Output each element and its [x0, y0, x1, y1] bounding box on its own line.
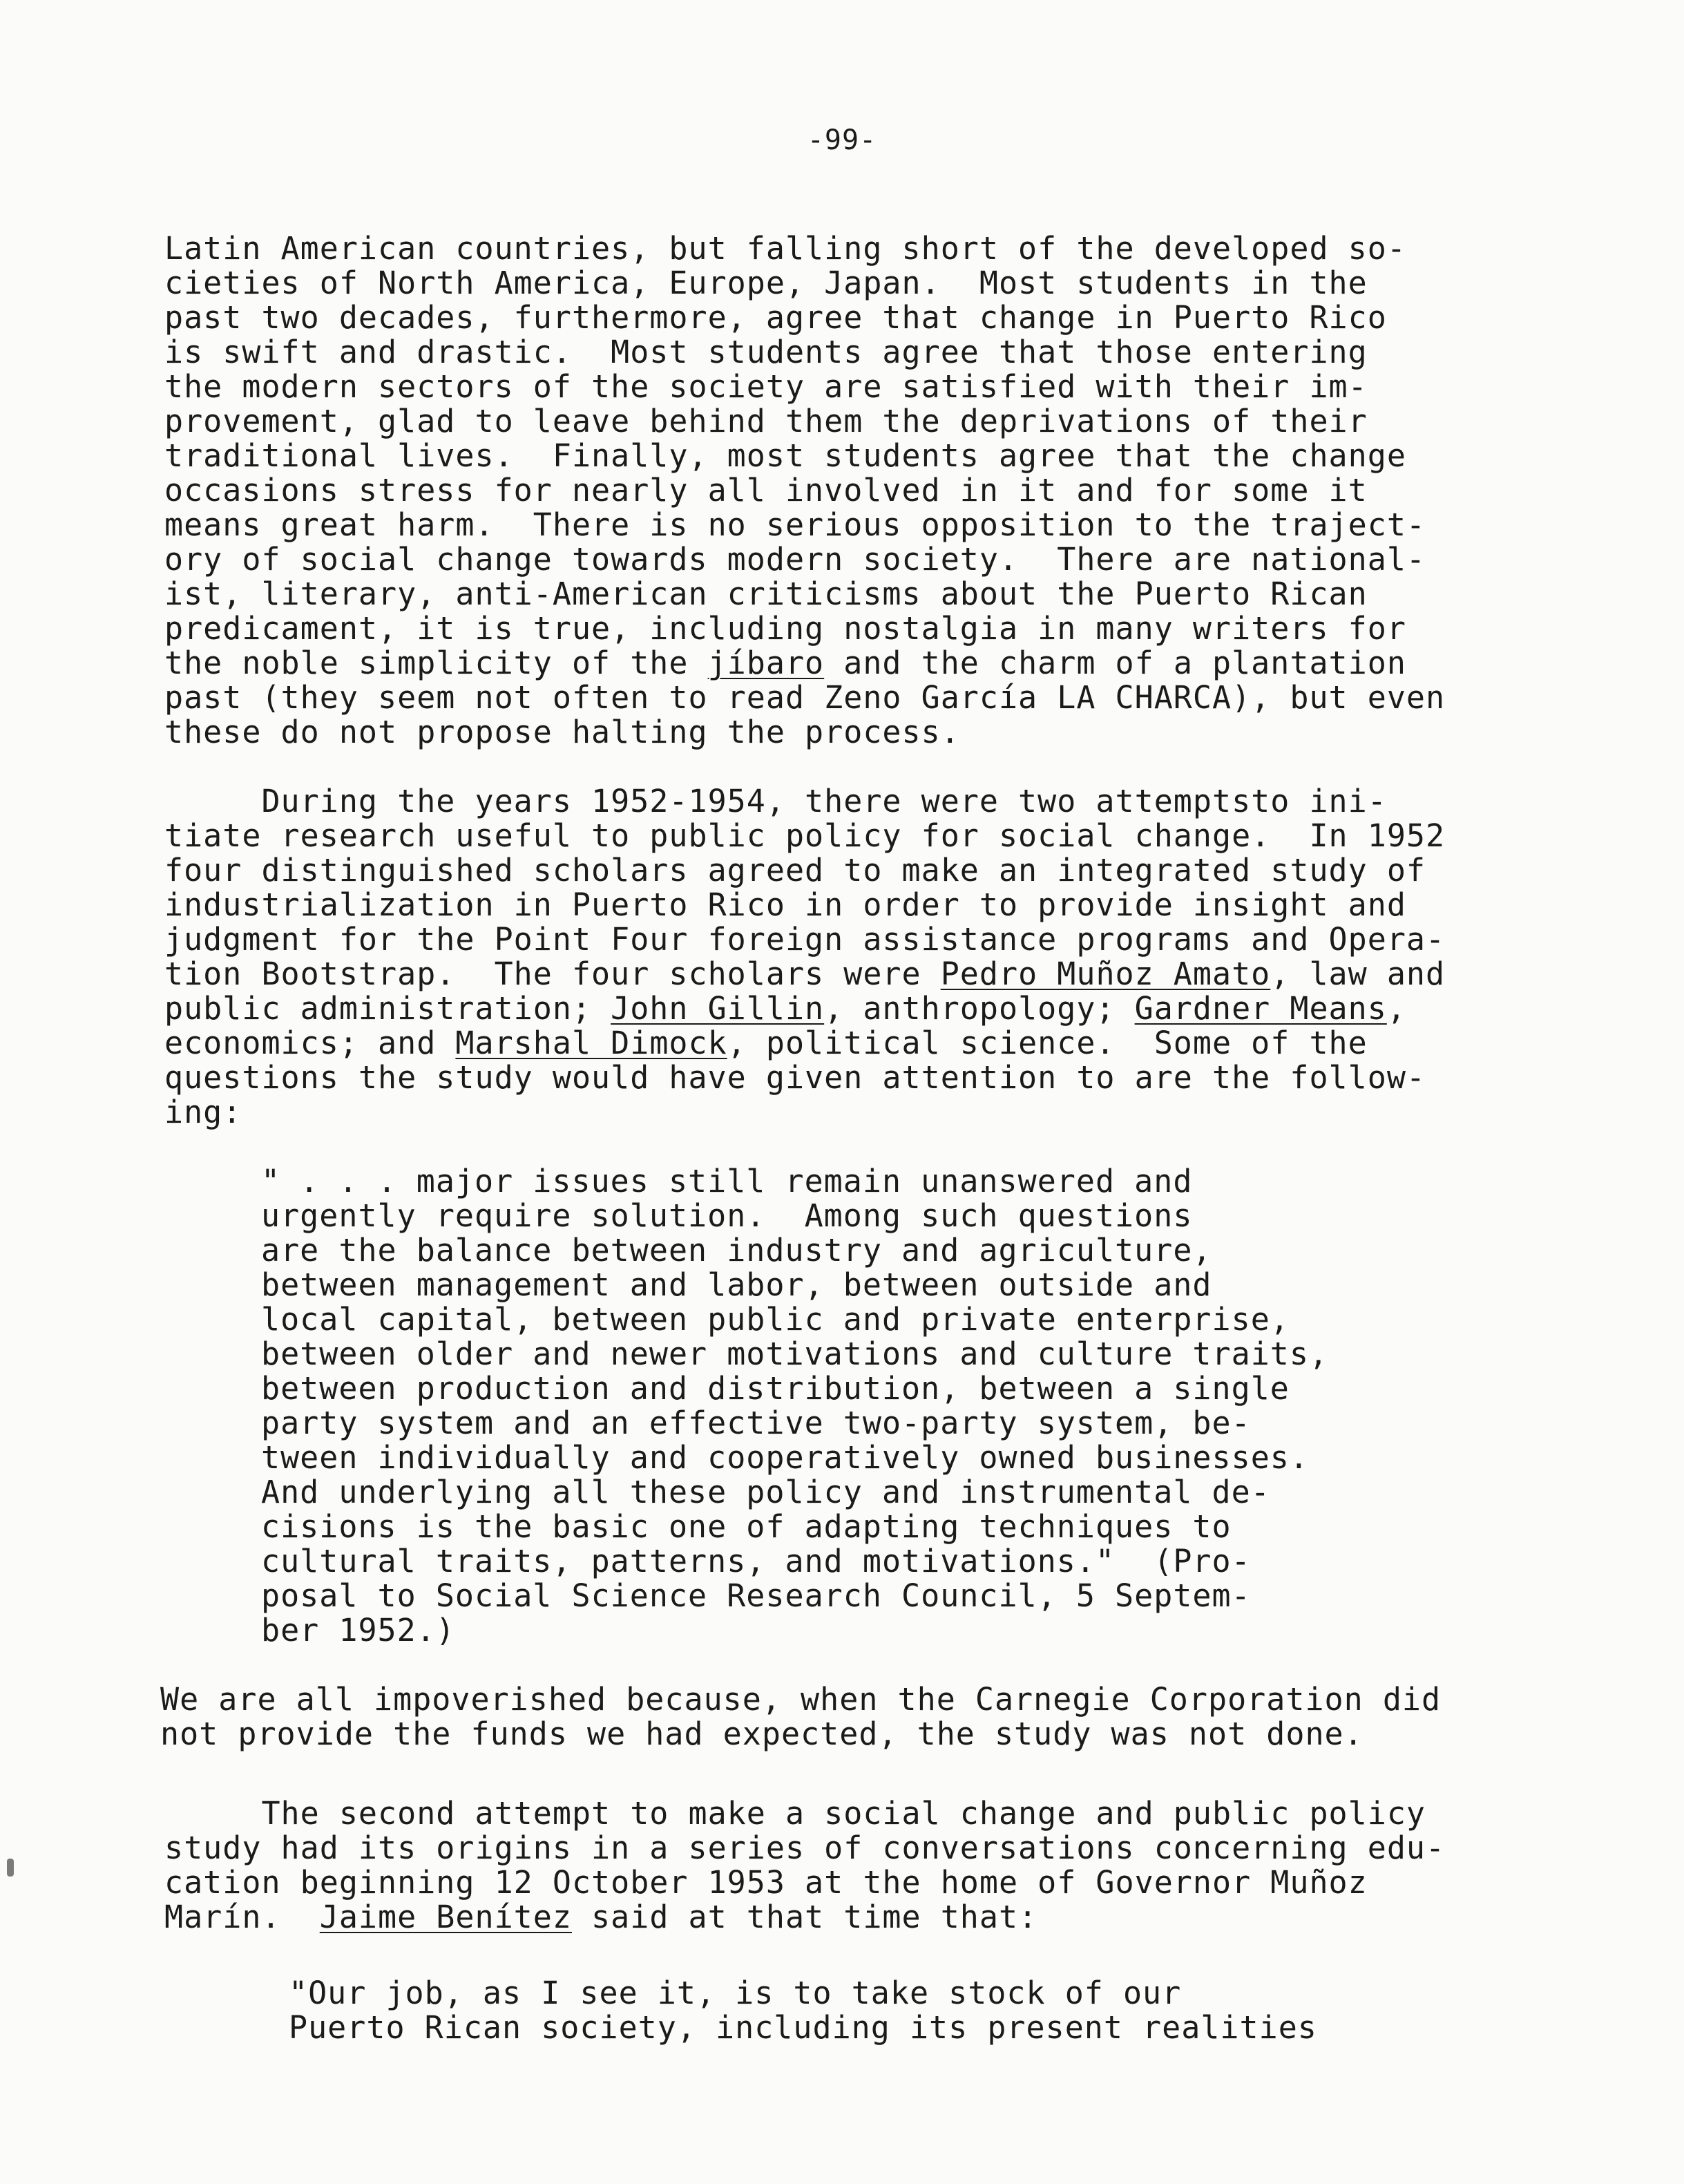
- text-line: cieties of North America, Europe, Japan. Most students in the: [164, 265, 1368, 301]
- text-line: judgment for the Point Four foreign assistance programs and Opera-: [164, 921, 1446, 958]
- text-line: cultural traits, patterns, and motivations." (Pro-: [261, 1543, 1251, 1579]
- text-line: [164, 991, 1445, 1026]
- text-line: party system and an effective two-party system, be-: [261, 1405, 1251, 1441]
- paragraph-2: [164, 784, 1445, 1130]
- text-line: past (they seem not often to read Zeno García LA CHARCA), but even: [164, 679, 1446, 716]
- underlined-term: John Gillin: [611, 990, 825, 1027]
- text-line: Puerto Rican society, including its present realities: [289, 2009, 1317, 2046]
- text-line: the modern sectors of the society are satisfied with their im-: [164, 368, 1368, 405]
- paragraph-1: [164, 231, 1445, 750]
- text-run: , law and: [1270, 956, 1446, 992]
- paragraph-3: [160, 1682, 1441, 1751]
- text-line: urgently require solution. Among such questions: [261, 1197, 1193, 1234]
- block-quote-1: [261, 1164, 1328, 1648]
- underlined-term: Jaime Benítez: [319, 1899, 572, 1935]
- text-line: We are all impoverished because, when the Carnegie Corporation did: [160, 1681, 1442, 1718]
- text-line: between production and distribution, between a single: [261, 1370, 1290, 1407]
- text-line: between older and newer motivations and culture traits,: [261, 1336, 1329, 1372]
- text-line: cation beginning 12 October 1953 at the home of Governor Muñoz: [164, 1864, 1368, 1901]
- text-line: tiate research useful to public policy for social change. In 1952: [164, 817, 1446, 854]
- text-run: Marín.: [164, 1899, 320, 1935]
- text-line: [164, 646, 1445, 681]
- text-line: these do not propose halting the process.: [164, 714, 960, 750]
- text-run: tion Bootstrap. The four scholars were: [164, 956, 941, 992]
- text-line: four distinguished scholars agreed to make an integrated study of: [164, 852, 1426, 889]
- text-line: [164, 957, 1445, 991]
- text-line: ber 1952.): [261, 1612, 455, 1649]
- block-quote-2: [289, 1976, 1317, 2045]
- underlined-term: Gardner Means: [1134, 990, 1387, 1027]
- underlined-term: Marshal Dimock: [455, 1025, 727, 1061]
- text-run: and the charm of a plantation: [824, 645, 1406, 681]
- text-line: And underlying all these policy and instrumental de-: [261, 1474, 1270, 1510]
- text-line: posal to Social Science Research Council, 5 Septem-: [261, 1577, 1251, 1614]
- underlined-term: Pedro Muñoz Amato: [940, 956, 1271, 992]
- text-line: local capital, between public and private enterprise,: [261, 1301, 1290, 1338]
- text-line: questions the study would have given attention to are the follow-: [164, 1059, 1426, 1096]
- text-line: ory of social change towards modern society. There are national-: [164, 541, 1426, 578]
- text-run: ,: [1386, 990, 1406, 1027]
- text-line: tween individually and cooperatively owned businesses.: [261, 1439, 1309, 1476]
- text-line: " . . . major issues still remain unanswered and: [261, 1163, 1193, 1199]
- text-line: "Our job, as I see it, is to take stock of our: [289, 1975, 1182, 2011]
- text-line: is swift and drastic. Most students agree that those entering: [164, 334, 1368, 370]
- text-line: The second attempt to make a social change and public policy: [164, 1795, 1426, 1832]
- text-run: economics; and: [164, 1025, 456, 1061]
- text-run: , anthropology;: [824, 990, 1135, 1027]
- text-line: past two decades, furthermore, agree that change in Puerto Rico: [164, 299, 1387, 336]
- text-line: Latin American countries, but falling short of the developed so-: [164, 230, 1406, 267]
- text-line: occasions stress for nearly all involved in it and for some it: [164, 472, 1368, 509]
- text-line: provement, glad to leave behind them the deprivations of their: [164, 403, 1368, 439]
- text-run: , political science. Some of the: [727, 1025, 1368, 1061]
- underlined-term: jíbaro: [707, 645, 825, 681]
- text-line: means great harm. There is no serious opposition to the traject-: [164, 506, 1426, 543]
- text-line: predicament, it is true, including nostalgia in many writers for: [164, 610, 1406, 647]
- text-line: traditional lives. Finally, most students agree that the change: [164, 437, 1406, 474]
- page-number: -99-: [807, 124, 877, 156]
- text-run: the noble simplicity of the: [164, 645, 708, 681]
- scan-mark: [7, 1859, 14, 1877]
- text-line: [164, 1026, 1445, 1061]
- text-line: between management and labor, between outside and: [261, 1266, 1212, 1303]
- text-line: industrialization in Puerto Rico in order to provide insight and: [164, 886, 1406, 923]
- text-line: are the balance between industry and agriculture,: [261, 1232, 1212, 1269]
- text-run: public administration;: [164, 990, 611, 1027]
- text-line: [164, 1900, 1445, 1935]
- text-line: not provide the funds we had expected, the study was not done.: [160, 1716, 1364, 1752]
- paragraph-4: [164, 1796, 1445, 1935]
- text-line: During the years 1952-1954, there were two attemptsto ini-: [164, 783, 1387, 819]
- text-line: study had its origins in a series of conversations concerning edu-: [164, 1830, 1446, 1866]
- text-line: cisions is the basic one of adapting techniques to: [261, 1508, 1232, 1545]
- text-line: ing:: [164, 1094, 242, 1130]
- text-line: ist, literary, anti-American criticisms about the Puerto Rican: [164, 576, 1368, 612]
- text-run: said at that time that:: [571, 1899, 1038, 1935]
